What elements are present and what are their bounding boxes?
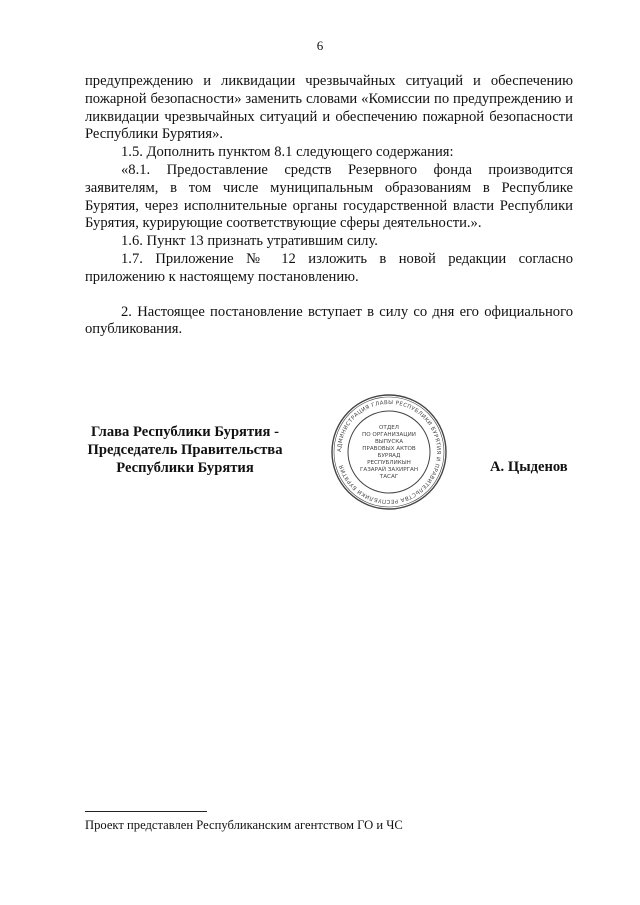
paragraph-item-1-6: 1.6. Пункт 13 признать утратившим силу. [121, 233, 378, 250]
stamp-center-line: ПРАВОВЫХ АКТОВ [362, 446, 416, 452]
stamp-inner-ring [348, 411, 430, 493]
paragraph-item-2: 2. Настоящее постановление вступает в силу со дня его официального опубликования. [85, 303, 573, 338]
signatory-title-line: Председатель Правительства [87, 441, 283, 458]
paragraph-item-8-1: «8.1. Предоставление средств Резервного фонда производится заявителям, в том числе муниципальным образованиям в Республике Бурятия, через исполнительные органы государственной власти Республики Бурятия, курирующие соответствующие сферы деятельности.». [85, 161, 573, 232]
stamp-center-line: ТАСАГ [379, 474, 399, 480]
paragraph-item-1-5: 1.5. Дополнить пунктом 8.1 следующего содержания: [121, 144, 454, 161]
stamp-outer-ring [332, 395, 446, 509]
official-seal-stamp [330, 393, 448, 511]
footnote-text: Проект представлен Республиканским агентством ГО и ЧС [85, 818, 403, 832]
stamp-center-line: ПО ОРГАНИЗАЦИИ [362, 432, 416, 438]
paragraph-item-1-7: 1.7. Приложение № 12 изложить в новой редакции согласно приложению к настоящему постановлению. [85, 250, 573, 285]
page-number: 6 [316, 38, 324, 53]
stamp-center-line: ВЫПУСКА [374, 439, 404, 445]
signatory-name: А. Цыденов [490, 459, 568, 475]
stamp-center-line: ГАЗАРАЙ ЗАХИРГАН [359, 467, 419, 473]
signatory-title-line: Глава Республики Бурятия - [91, 424, 279, 440]
footnote-divider [85, 811, 207, 812]
document-body [85, 73, 573, 339]
stamp-center-line: БУРЯАД [377, 453, 401, 459]
stamp-center-line: РЕСПУБЛИКЫН [367, 460, 411, 466]
signatory-title [70, 424, 300, 477]
stamp-center-line: ОТДЕЛ [379, 425, 399, 431]
stamp-outer-text: АДМИНИСТРАЦИЯ ГЛАВЫ РЕСПУБЛИКИ БУРЯТИЯ И ПРАВИТЕЛЬСТВА РЕСПУБЛИКИ БУРЯТИЯ [336, 399, 442, 505]
paragraph-continuation: предупреждению и ликвидации чрезвычайных ситуаций и обеспечению пожарной безопасности» заменить словами «Комиссии по предупреждению и ликвидации чрезвычайных ситуаций и обеспечению пожарной безопасности Республики Бурятия». [85, 73, 573, 143]
signatory-title-line: Республики Бурятия [116, 459, 254, 476]
stamp-outer-ring-inner [334, 397, 444, 507]
